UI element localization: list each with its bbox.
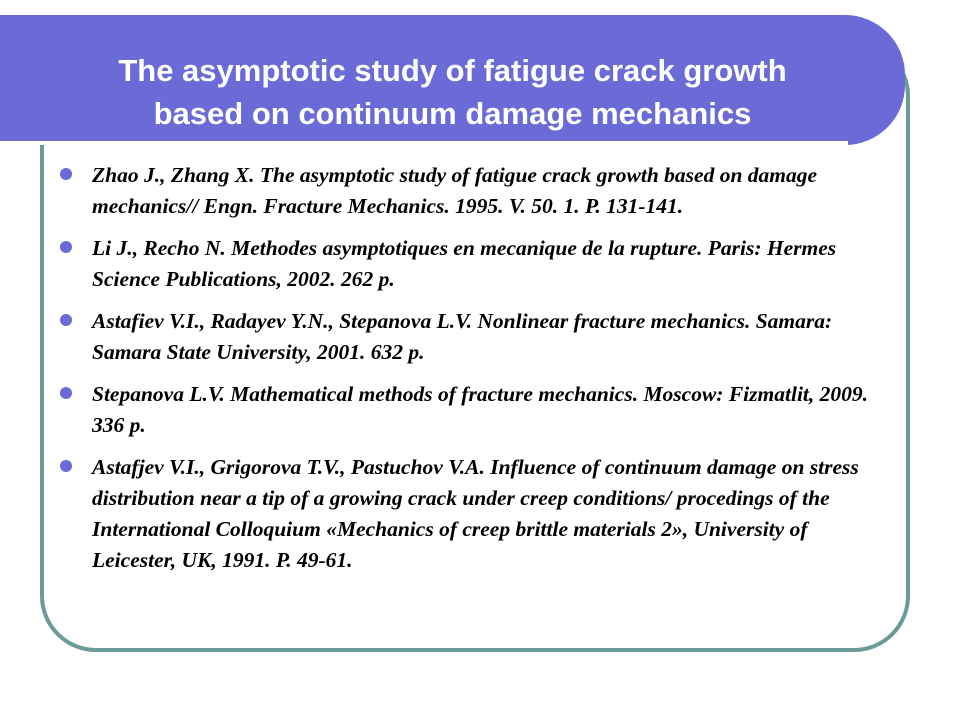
- reference-text: Astafjev V.I., Grigorova T.V., Pastuchov V.A. Influence of continuum damage on stress distribution near a tip of a growing crack under creep conditions/ procedings of the International Colloquium «Mechanics of creep brittle materials 2», University of Leicester, UK, 1991. P. 49-61.: [92, 455, 859, 572]
- bullet-icon: [60, 314, 72, 326]
- slide-title: [0, 49, 905, 135]
- reference-item: [58, 160, 868, 222]
- reference-text: Li J., Recho N. Methodes asymptotiques en mecanique de la rupture. Paris: Hermes Science Publications, 2002. 262 p.: [92, 236, 837, 291]
- title-line-1: The asymptotic study of fatigue crack growth: [118, 53, 787, 88]
- reference-item: [58, 306, 868, 368]
- bullet-icon: [60, 387, 72, 399]
- reference-text: Stepanova L.V. Mathematical methods of fracture mechanics. Moscow: Fizmatlit, 2009. 336 p.: [92, 382, 869, 437]
- reference-item: [58, 233, 868, 295]
- bullet-icon: [60, 460, 72, 472]
- reference-text: Zhao J., Zhang X. The asymptotic study of fatigue crack growth based on damage mechanics// Engn. Fracture Mechanics. 1995. V. 50. 1. P. 131-141.: [92, 163, 818, 218]
- title-underline: [0, 141, 848, 145]
- title-line-2: based on continuum damage mechanics: [153, 96, 752, 131]
- reference-list: [58, 160, 868, 587]
- bullet-icon: [60, 168, 72, 180]
- reference-item: [58, 452, 868, 576]
- bullet-icon: [60, 241, 72, 253]
- reference-text: Astafiev V.I., Radayev Y.N., Stepanova L.V. Nonlinear fracture mechanics. Samara: Samara State University, 2001. 632 p.: [92, 309, 833, 364]
- title-bar: [0, 15, 905, 145]
- reference-item: [58, 379, 868, 441]
